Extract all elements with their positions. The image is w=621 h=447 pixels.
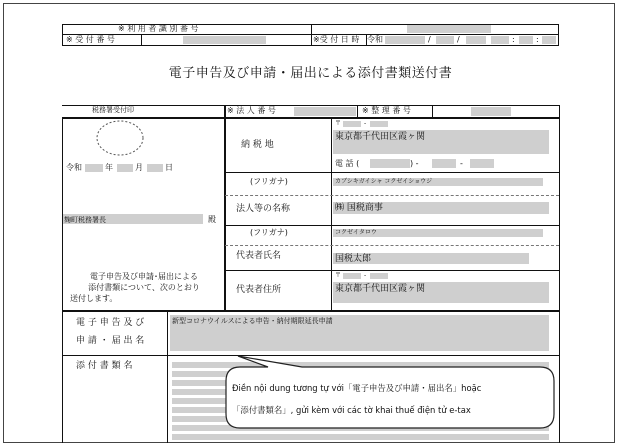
- receipt-hour-field[interactable]: [491, 36, 509, 44]
- tax-place-label: 納 税 地: [241, 140, 274, 150]
- receipt-day-field[interactable]: [466, 36, 486, 44]
- app-label-line1: 電 子 申 告 及 び: [76, 318, 145, 328]
- app-label-line2: 申 請 ・ 届 出 名: [76, 336, 145, 346]
- callout-line1: Điền nội dung tương tự với「電子申告及び申請・届出名」hoặc: [232, 383, 482, 393]
- rep-name: 国税太郎: [335, 254, 372, 264]
- rep-postal-code-2[interactable]: [370, 273, 388, 279]
- postal-dash: -: [364, 272, 367, 279]
- receipt-year-field[interactable]: [385, 36, 425, 44]
- receipt-month-field[interactable]: [436, 36, 454, 44]
- date-year-field[interactable]: [85, 164, 103, 172]
- note-line: 電子申告及び申請･届出による: [90, 272, 198, 281]
- user-id-field[interactable]: [407, 25, 491, 33]
- corp-name: ㈱ 国税商事: [335, 203, 383, 213]
- corp-no-label: ※ 法 人 番 号: [227, 106, 276, 115]
- date-era: 令和: [66, 163, 82, 172]
- postal-dash: -: [364, 120, 367, 127]
- year-label: 年: [105, 163, 113, 172]
- tax-place-address: 東京都千代田区霞ヶ関: [335, 132, 426, 142]
- doc-line-field[interactable]: [172, 434, 549, 440]
- note-line: 送付します。: [70, 294, 118, 303]
- colon: :: [536, 35, 539, 44]
- rep-name-kana: コクゼイタロウ: [335, 229, 377, 236]
- receipt-minute-field[interactable]: [519, 36, 533, 44]
- phone-last-field[interactable]: [470, 159, 494, 168]
- colon: :: [512, 35, 515, 44]
- document-title: 電子申告及び申請・届出による添付書類送付書: [168, 66, 453, 81]
- postal-mark: 〒: [335, 120, 342, 127]
- stamp-area: [92, 112, 148, 156]
- postal-code-1[interactable]: [343, 121, 361, 127]
- month-label: 月: [135, 163, 143, 172]
- honorific: 殿: [208, 215, 216, 224]
- date-month-field[interactable]: [117, 164, 133, 172]
- rep-furigana-label: (フリガナ): [250, 228, 288, 237]
- stamp-label: 税務署受付印: [92, 106, 134, 114]
- ref-no-label: ※ 整 理 番 号: [362, 106, 411, 115]
- note-line: 添付書類について、次のとおり: [88, 283, 200, 292]
- stamp-circle: [92, 112, 148, 156]
- receipt-second-field[interactable]: [542, 36, 556, 44]
- corp-name-kana: カブシキガイシャ コクゼイショウジ: [335, 178, 433, 185]
- corp-no-field[interactable]: [294, 107, 356, 116]
- receipt-datetime-label: ※受 付 日 時: [313, 35, 360, 44]
- corp-name-label: 法人等の名称: [236, 204, 291, 214]
- application-name: 新型コロナウイルスによる申告・納付期限延長申請: [172, 317, 333, 325]
- phone-sep: ) -: [410, 159, 419, 168]
- receipt-no-field[interactable]: [183, 36, 266, 44]
- office-name: 麹町税務署長: [64, 216, 106, 224]
- user-id-label: ※ 利 用 者 識 別 番 号: [118, 24, 199, 33]
- phone-area-field[interactable]: [370, 159, 410, 168]
- callout-line2: 「添付書類名」, gửi kèm với các tờ khai thuế điện tử e-tax: [232, 405, 471, 415]
- postal-mark: 〒: [335, 272, 342, 279]
- slash: /: [457, 35, 460, 44]
- date-day-field[interactable]: [147, 164, 163, 172]
- phone-mid-field[interactable]: [432, 159, 456, 168]
- phone-sep: -: [460, 159, 463, 168]
- day-label: 日: [165, 163, 173, 172]
- rep-addr-label: 代表者住所: [236, 285, 282, 295]
- receipt-no-label: ※ 受 付 番 号: [66, 35, 115, 44]
- docs-label: 添 付 書 類 名: [76, 361, 133, 371]
- furigana-label: (フリガナ): [250, 177, 288, 186]
- slash: /: [428, 35, 431, 44]
- rep-postal-code-1[interactable]: [343, 273, 361, 279]
- ref-no-field[interactable]: [471, 107, 511, 116]
- rep-address: 東京都千代田区霞ヶ関: [335, 284, 426, 294]
- phone-label: 電 話 (: [335, 159, 360, 168]
- rep-name-label: 代表者氏名: [236, 251, 282, 261]
- receipt-era: 令和: [367, 35, 383, 44]
- postal-code-2[interactable]: [370, 121, 388, 127]
